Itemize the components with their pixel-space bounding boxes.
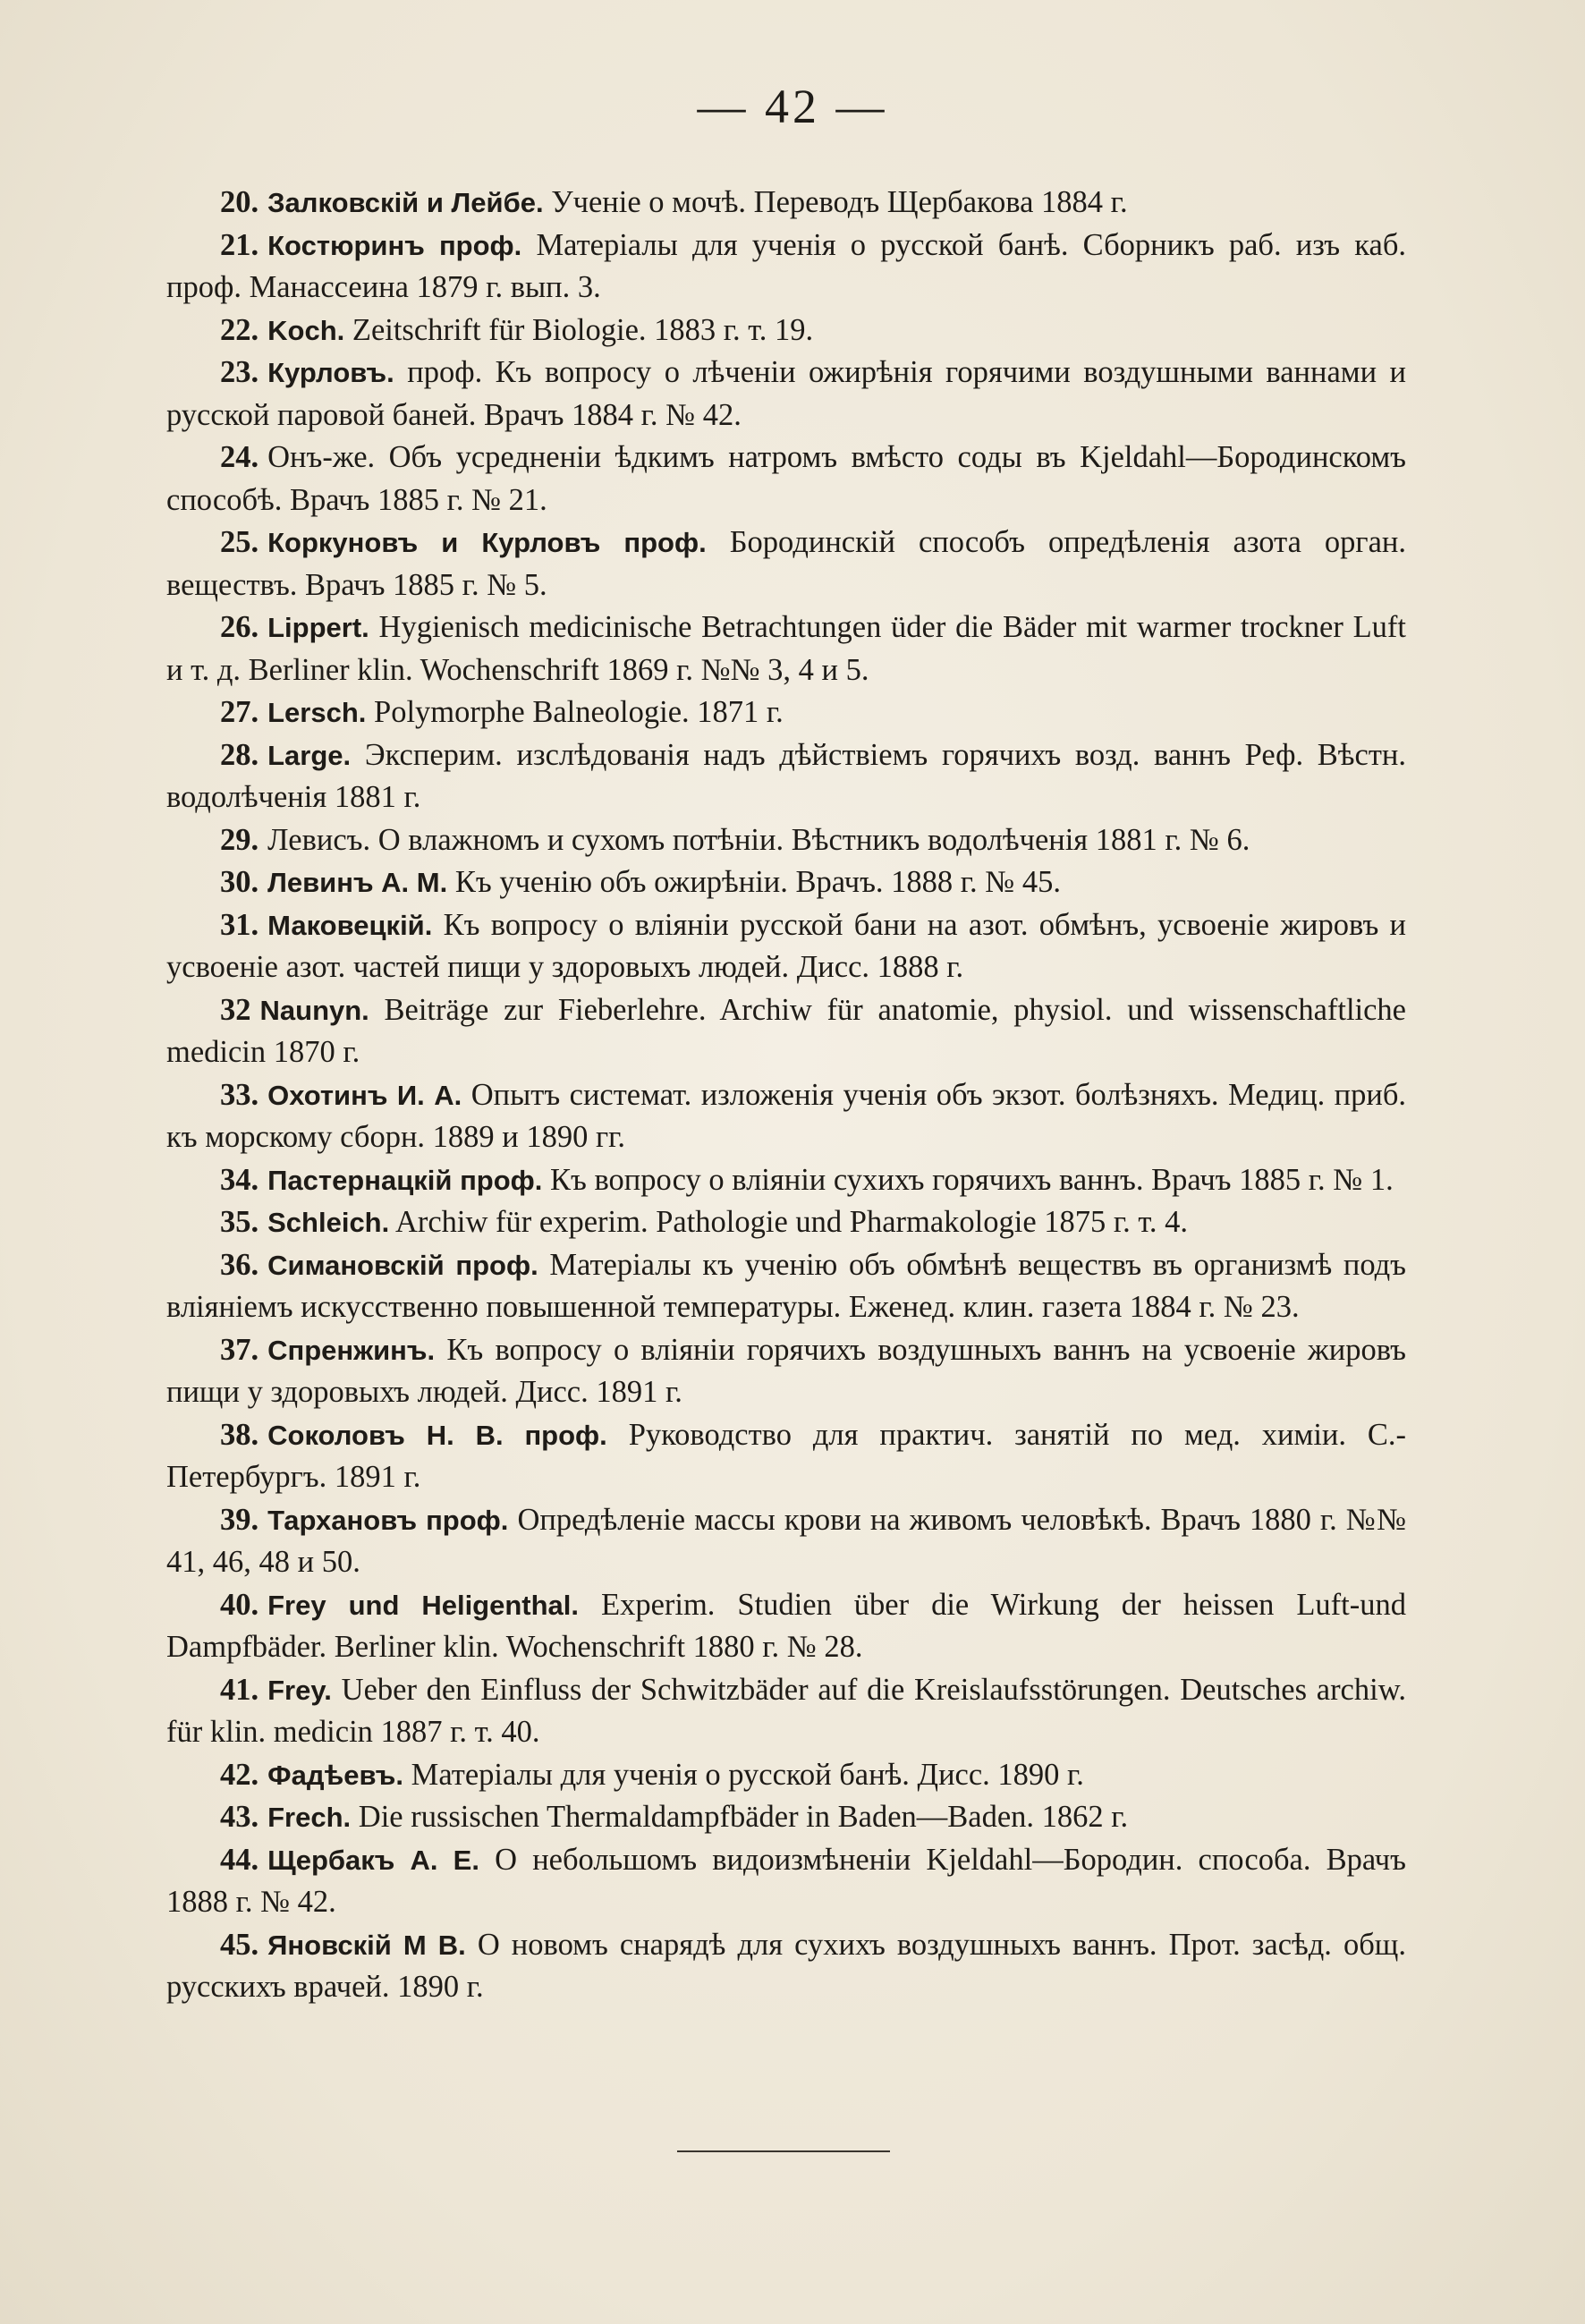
reference-text: Zeitschrift für Biologie. 1883 г. т. 19. [352,312,814,347]
end-rule [677,2150,890,2152]
reference-text: Die russischen Thermaldampfbäder in Baden—Baden. 1862 г. [358,1800,1129,1834]
reference-entry [166,522,1406,606]
reference-number: 30. [220,865,259,899]
reference-author: Schleich. [267,1207,390,1238]
reference-entry [166,352,1406,437]
reference-entry [166,310,1406,352]
reference-number: 29. [220,822,259,857]
reference-author: Naunyn. [259,994,369,1026]
reference-number: 23. [220,355,259,389]
page-number: — 42 — [697,80,888,133]
reference-number: 38. [220,1417,259,1452]
reference-text: проф. Къ вопросу о лѣченіи ожирѣнія горячими воздушными ваннами и русской паровой баней. Врачъ 1884 г. № 42. [166,355,1407,432]
reference-entry [166,1159,1406,1202]
reference-text: Къ вопросу о вліяніи горячихъ воздушныхъ ваннъ на усвоеніе жировъ пищи у здоровыхъ людей. Дисс. 1891 г. [166,1332,1406,1409]
reference-entry [166,1074,1406,1159]
reference-number: 20. [220,185,259,219]
reference-number: 43. [220,1800,259,1834]
reference-entry [166,1669,1406,1754]
reference-entry [166,225,1406,310]
reference-text: О новомъ снарядѣ для сухихъ воздушныхъ ваннъ. Прот. засѣд. общ. русскихъ врачей. 1890 г. [166,1927,1407,2004]
reference-entry [166,734,1406,819]
reference-number: 37. [220,1332,259,1367]
reference-text: Experim. Studien über die Wirkung der heissen Luft-und Dampfbäder. Berliner klin. Wochenschrift 1880 г. № 28. [166,1587,1406,1664]
reference-number: 41. [220,1672,259,1707]
reference-author: Маковецкій. [267,909,433,941]
reference-text: Ueber den Einfluss der Schwitzbäder auf die Kreislaufsstörungen. Deutsches archiw. für klin. medicin 1887 г. т. 40. [166,1672,1407,1749]
reference-author: Костюринъ проф. [267,229,522,261]
reference-entry [166,861,1406,904]
reference-author: Пастернацкій проф. [267,1164,543,1196]
reference-author: Залковскій и Лейбе. [267,187,544,218]
reference-text: Къ ученію объ ожирѣніи. Врачъ. 1888 г. № 45. [454,865,1061,899]
reference-author: Коркуновъ и Курловъ проф. [267,527,707,558]
reference-entry [166,819,1406,862]
reference-text: Бородинскій способъ опредѣленія азота орган. веществъ. Врачъ 1885 г. № 5. [166,525,1406,602]
reference-author: Lippert. [267,612,369,643]
reference-entry [166,606,1406,691]
reference-author: Тархановъ проф. [267,1504,509,1536]
reference-entry [166,437,1406,522]
reference-number: 28. [220,737,259,772]
reference-number: 31. [220,907,259,942]
reference-text: О небольшомъ видоизмѣненіи Kjeldahl—Бородин. способа. Врачъ 1888 г. № 42. [166,1842,1406,1919]
reference-text: Опредѣленіе массы крови на живомъ человѣкѣ. Врачъ 1880 г. №№ 41, 46, 48 и 50. [166,1502,1407,1579]
reference-number: 35. [220,1205,259,1239]
reference-entry [166,1201,1406,1244]
reference-number: 25. [220,525,259,559]
reference-entry [166,989,1406,1074]
reference-entry [166,1839,1406,1924]
reference-text: Polymorphe Balneologie. 1871 г. [374,695,784,729]
reference-number: 32 [220,992,251,1027]
reference-number: 34. [220,1162,259,1197]
reference-entry [166,182,1406,225]
reference-number: 36. [220,1247,259,1282]
reference-entry [166,1796,1406,1839]
reference-author: Фадѣевъ. [267,1759,404,1791]
reference-entry [166,691,1406,734]
reference-number: 39. [220,1502,259,1537]
reference-text: Hygienisch medicinische Betrachtungen üder die Bäder mit warmer trockner Luft и т. д. Berliner klin. Wochenschrift 1869 г. №№ 3, 4 и 5. [166,610,1406,687]
reference-number: 26. [220,610,259,644]
reference-entry [166,1584,1406,1669]
reference-author: Яновскій М В. [267,1929,466,1961]
reference-number: 42. [220,1757,259,1792]
reference-number: 21. [220,227,259,262]
reference-number: 45. [220,1927,259,1962]
reference-entry [166,904,1406,989]
reference-text: Эксперим. изслѣдованія надъ дѣйствіемъ горячихъ возд. ваннъ Реф. Вѣстн. водолѣченія 1881 г. [166,737,1407,814]
reference-author: Koch. [267,314,345,346]
reference-text: Руководство для практич. занятій по мед. химіи. С.-Петербургъ. 1891 г. [166,1417,1407,1494]
reference-text: Къ вопросу о вліяніи сухихъ горячихъ ваннъ. Врачъ 1885 г. № 1. [550,1162,1394,1197]
reference-author: Спренжинъ. [267,1334,436,1366]
reference-author: Frey. [267,1674,332,1706]
reference-author: Курловъ. [267,357,394,388]
reference-text: Матеріалы для ученія о русской банѣ. Дисс. 1890 г. [411,1757,1084,1792]
reference-author: Соколовъ Н. В. проф. [267,1419,607,1451]
reference-entry [166,1244,1406,1329]
reference-author: Frech. [267,1802,352,1833]
reference-entry [166,1329,1406,1414]
reference-author: Щербакъ А. Е. [267,1844,479,1876]
reference-author: Охотинъ И. А. [267,1079,462,1111]
reference-entry [166,1924,1406,2009]
reference-text: Матеріалы къ ученію объ обмѣнѣ веществъ въ организмѣ подъ вліяніемъ искусственно повышенной температуры. Еженед. клин. газета 1884 г. № 23. [166,1247,1407,1324]
reference-number: 44. [220,1842,259,1877]
reference-author: Lersch. [267,697,367,728]
reference-text: Опытъ системат. изложенія ученія объ экзот. болѣзняхъ. Медиц. приб. къ морскому сборн. 1889 и 1890 гг. [166,1077,1407,1154]
reference-text: Левисъ. О влажномъ и сухомъ потѣніи. Вѣстникъ водолѣченія 1881 г. № 6. [267,822,1250,857]
reference-text: Матеріалы для ученія о русской банѣ. Сборникъ раб. изъ каб. проф. Манассеина 1879 г. вып. 3. [166,227,1407,304]
reference-author: Large. [267,739,352,771]
reference-text: Ученіе о мочѣ. Переводъ Щербакова 1884 г. [551,185,1128,219]
reference-text: Къ вопросу о вліяніи русской бани на азот. обмѣнъ, усвоеніе жировъ и усвоеніе азот. частей пищи у здоровыхъ людей. Дисс. 1888 г. [166,907,1407,984]
reference-entry [166,1414,1406,1499]
reference-entry [166,1754,1406,1797]
reference-number: 33. [220,1077,259,1112]
reference-text: Beiträge zur Fieberlehre. Archiw für anatomie, physiol. und wissenschaftliche medicin 1870 г. [166,992,1406,1069]
reference-author: Левинъ А. М. [267,867,448,898]
reference-author: Симановскій проф. [267,1249,538,1281]
reference-entry [166,1499,1406,1584]
reference-number: 40. [220,1587,259,1622]
reference-text: Archiw für experim. Pathologie und Pharmakologie 1875 г. т. 4. [394,1205,1189,1239]
reference-author: Frey und Heligenthal. [267,1589,580,1621]
reference-number: 24. [220,440,259,474]
reference-text: Онъ-же. Объ усредненіи ѣдкимъ натромъ вмѣсто соды въ Kjeldahl—Бородинскомъ способѣ. Врачъ 1885 г. № 21. [166,440,1406,517]
reference-number: 27. [220,695,259,729]
reference-number: 22. [220,312,259,347]
reference-list [166,182,1406,2009]
